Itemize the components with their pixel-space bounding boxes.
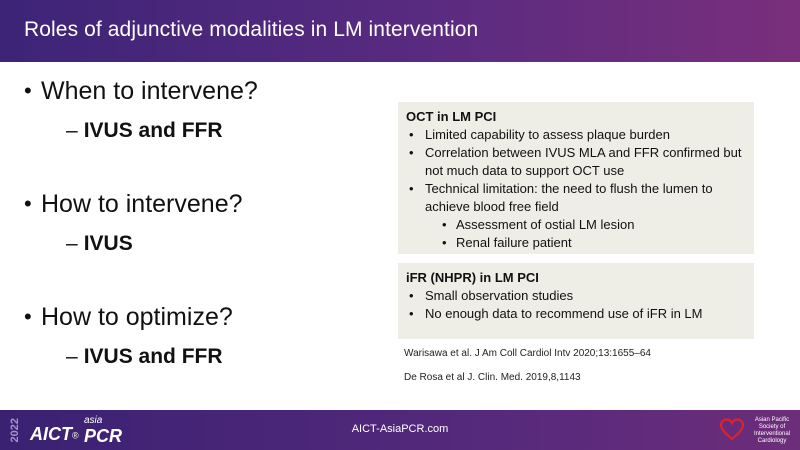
site-url: AICT-AsiaPCR.com — [351, 423, 449, 435]
slide-footer — [0, 410, 800, 450]
aict-logo: AICT® — [30, 424, 79, 444]
main-bullets — [24, 74, 364, 413]
bullet-question: • When to intervene? — [24, 77, 258, 105]
oct-box — [398, 102, 754, 254]
oct-box-title: OCT in LM PCI — [406, 109, 497, 124]
list-item: • Technical limitation: the need to flush the lumen to achieve blood free field — [406, 180, 746, 216]
ifr-list — [406, 287, 746, 323]
reference: Warisawa et al. J Am Coll Cardiol Intv 2020;13:1655–64 — [404, 348, 651, 359]
list-item: • No enough data to recommend use of iFR in LM — [406, 305, 746, 323]
oct-list — [406, 126, 746, 252]
apsic-text: Asian Pacific Society of Interventional Cardiology — [753, 417, 791, 444]
list-subitem: • Assessment of ostial LM lesion — [406, 216, 746, 234]
bullet-answer: – IVUS — [66, 232, 133, 255]
list-subitem: • Renal failure patient — [406, 234, 746, 252]
ifr-box-title: iFR (NHPR) in LM PCI — [406, 270, 539, 285]
ifr-box — [398, 263, 754, 339]
slide-title: Roles of adjunctive modalities in LM intervention — [24, 18, 479, 41]
bullet-answer: – IVUS and FFR — [66, 345, 223, 368]
year-label: 2022 — [9, 418, 21, 443]
bullet-answer: – IVUS and FFR — [66, 119, 223, 142]
slide-header — [0, 0, 800, 62]
list-item: • Correlation between IVUS MLA and FFR confirmed but not much data to support OCT use — [406, 144, 746, 180]
reference: De Rosa et al J. Clin. Med. 2019,8,1143 — [404, 372, 581, 383]
bullet-group — [24, 300, 364, 413]
pcr-logo: PCR — [84, 426, 123, 446]
list-item: • Small observation studies — [406, 287, 746, 305]
list-item: • Limited capability to assess plaque burden — [406, 126, 746, 144]
bullet-group — [24, 74, 364, 187]
heart-icon — [720, 418, 744, 442]
asia-logo-text: asia — [84, 415, 103, 426]
apsic-logo — [718, 414, 798, 448]
bullet-question: • How to optimize? — [24, 303, 233, 331]
bullet-question: • How to intervene? — [24, 190, 243, 218]
bullet-group — [24, 187, 364, 300]
